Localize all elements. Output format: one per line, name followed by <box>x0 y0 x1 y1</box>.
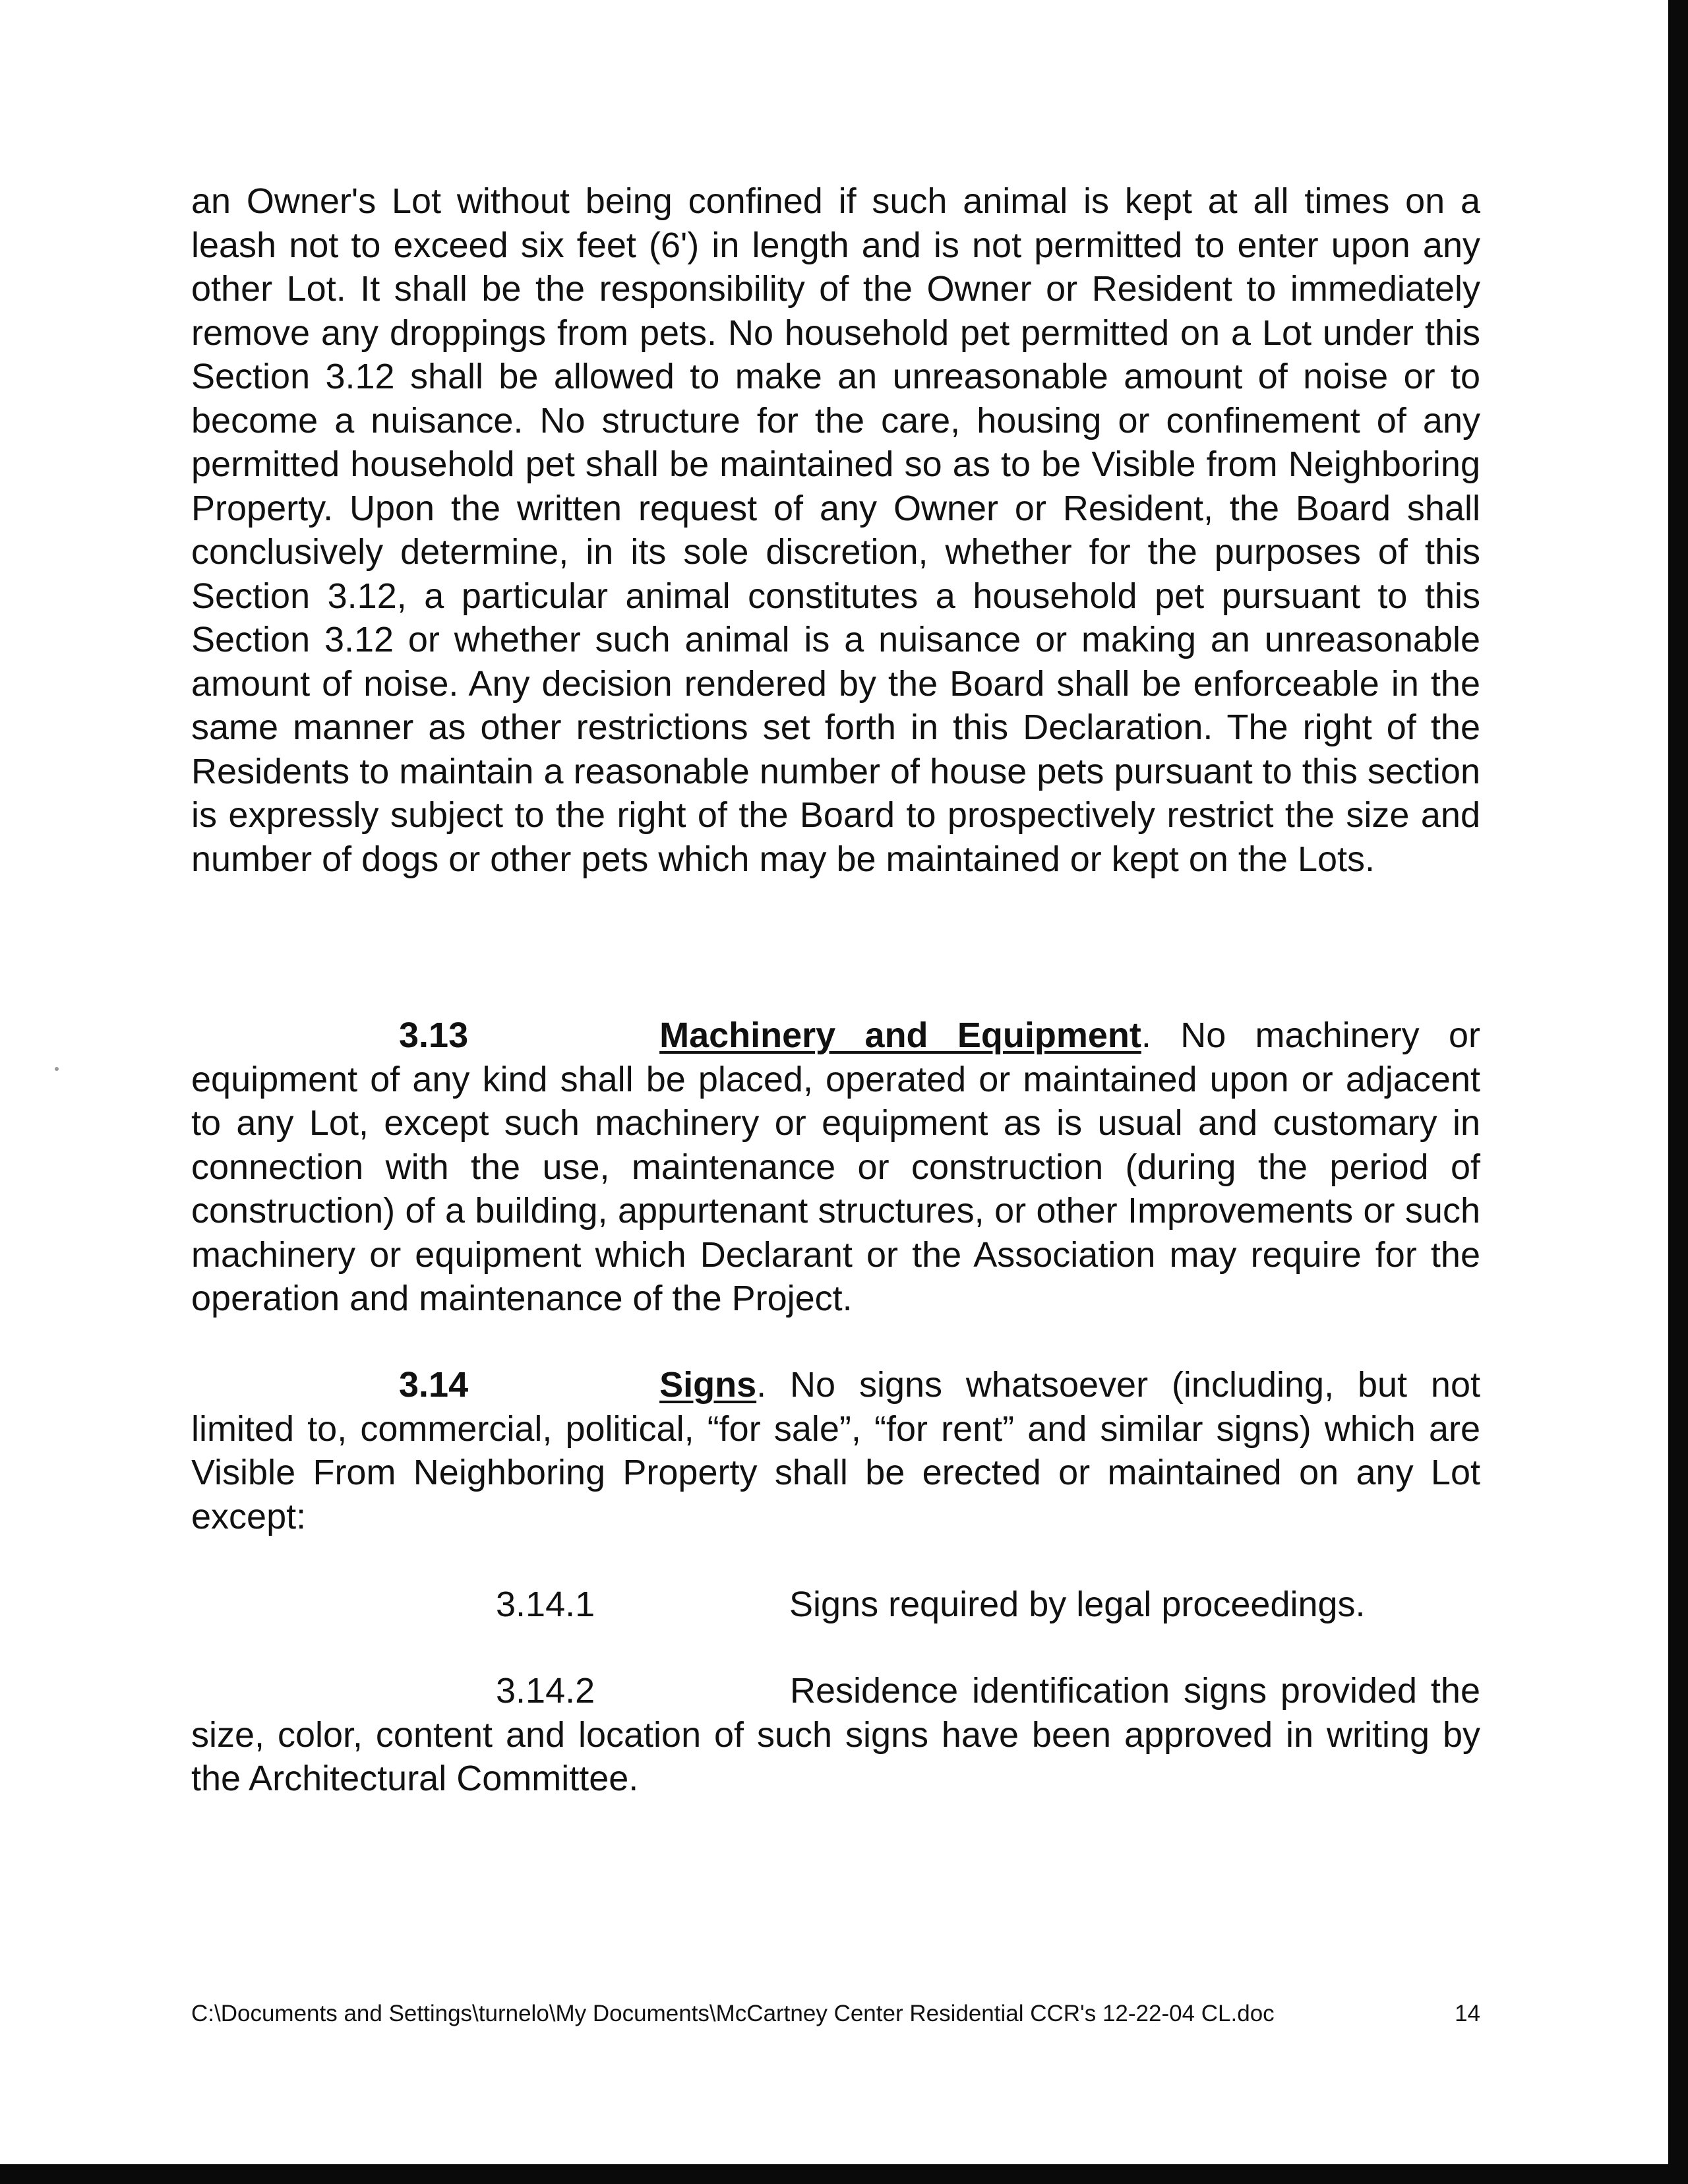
item-3-14-2-paragraph <box>191 1669 1480 1801</box>
section-3-13-number: 3.13 <box>399 1016 469 1055</box>
item-3-14-2-number: 3.14.2 <box>496 1671 595 1711</box>
scan-edge-bottom <box>0 2164 1688 2184</box>
section-3-13-paragraph <box>191 1014 1480 1321</box>
item-3-14-1-text: Signs required by legal proceedings. <box>789 1585 1366 1624</box>
section-3-14-text: No signs whatsoever (including, but not limited to, commercial, political, “for sale”, “for rent” and similar signs) which are Visible From Neighboring Property shall be erected or maintained on any Lot except: <box>191 1365 1480 1536</box>
section-3-14-number: 3.14 <box>399 1365 469 1405</box>
scan-speck <box>55 1067 59 1071</box>
scan-edge-right <box>1668 0 1688 2184</box>
item-3-14-1-number: 3.14.1 <box>496 1585 595 1624</box>
section-3-14-title: Signs <box>659 1365 757 1405</box>
section-3-14-title-end: . <box>756 1365 767 1405</box>
footer-page-number: 14 <box>1455 2001 1480 2026</box>
item-3-14-2-text: Residence identification signs provided the size, color, content and location of such signs have been approved in writing by the Architectural Committee. <box>191 1671 1480 1798</box>
section-3-13-title: Machinery and Equipment <box>659 1016 1141 1055</box>
item-3-14-1 <box>496 1583 1366 1627</box>
pets-paragraph: an Owner's Lot without being confined if such animal is kept at all times on a leash not to exceed six feet (6') in length and is not permitted to enter upon any other Lot. It shall be the responsibility of the Owner or Resident to immediately remove any droppings from pets. No household pet permitted on a Lot under this Section 3.12 shall be allowed to make an unreasonable amount of noise or to become a nuisance. No structure for the care, housing or confinement of any permitted household pet shall be maintained so as to be Visible from Neighboring Property. Upon the written request of any Owner or Resident, the Board shall conclusively determine, in its sole discretion, whether for the purposes of this Section 3.12, a particular animal constitutes a household pet pursuant to this Section 3.12 or whether such animal is a nuisance or making an unreasonable amount of noise. Any decision rendered by the Board shall be enforceable in the same manner as other restrictions set forth in this Declaration. The right of the Residents to maintain a reasonable number of house pets pursuant to this section is expressly subject to the right of the Board to prospectively restrict the size and number of dogs or other pets which may be maintained or kept on the Lots. <box>191 181 1480 879</box>
section-3-13-title-end: . <box>1141 1016 1151 1055</box>
footer-file-path: C:\Documents and Settings\turnelo\My Documents\McCartney Center Residential CCR's 12-22-04 CL.doc <box>191 2001 1275 2026</box>
section-3-13-text: No machinery or equipment of any kind shall be placed, operated or maintained upon or adjacent to any Lot, except such machinery or equipment as is usual and customary in connection with the use, maintenance or construction (during the period of construction) of a building, appurtenant structures, or other Improvements or such machinery or equipment which Declarant or the Association may require for the operation and maintenance of the Project. <box>191 1016 1480 1318</box>
section-3-14-paragraph <box>191 1363 1480 1538</box>
